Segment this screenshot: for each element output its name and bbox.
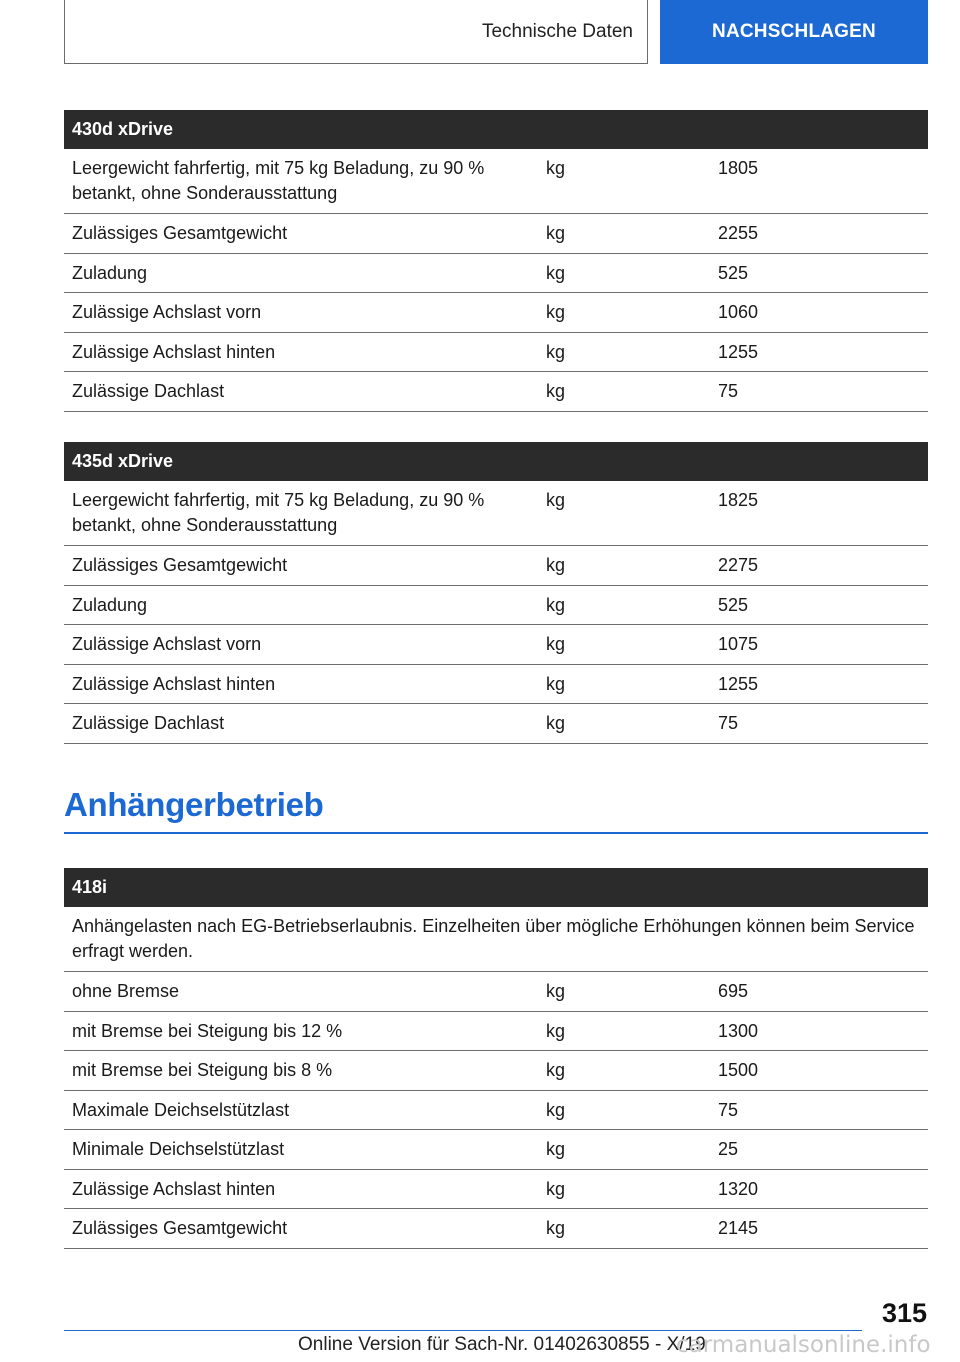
row-label: Zuladung bbox=[72, 595, 148, 615]
row-unit: kg bbox=[546, 302, 566, 322]
row-unit: kg bbox=[546, 981, 566, 1001]
row-value: 2275 bbox=[718, 555, 759, 575]
row-label: Zulässige Achslast vorn bbox=[72, 302, 262, 322]
table-row bbox=[64, 1130, 928, 1170]
row-label: Minimale Deichselstützlast bbox=[72, 1139, 285, 1159]
table-row bbox=[64, 372, 928, 412]
row-label: mit Bremse bei Steigung bis 12 % bbox=[72, 1021, 343, 1041]
table-row bbox=[64, 665, 928, 704]
row-unit: kg bbox=[546, 1060, 566, 1080]
spec-table-435d bbox=[64, 442, 928, 744]
row-value: 25 bbox=[718, 1139, 739, 1159]
row-value: 2145 bbox=[718, 1218, 759, 1238]
row-value: 1320 bbox=[718, 1179, 759, 1199]
row-unit: kg bbox=[546, 674, 566, 694]
section-title: Anhängerbetrieb bbox=[64, 786, 928, 834]
row-value: 1255 bbox=[718, 342, 759, 362]
chapter-tab bbox=[660, 0, 928, 64]
table-row bbox=[64, 333, 928, 372]
row-value: 1825 bbox=[718, 490, 759, 510]
row-label: Zulässiges Gesamtgewicht bbox=[72, 223, 288, 243]
table-row bbox=[64, 625, 928, 665]
section-label: Technische Daten bbox=[481, 20, 633, 42]
row-unit: kg bbox=[546, 595, 566, 615]
row-label: Zulässiges Gesamtgewicht bbox=[72, 1218, 288, 1238]
row-label: Leergewicht fahrfertig, mit 75 kg Beladung, zu 90 % betankt, ohne Sonderausstattung bbox=[72, 490, 485, 535]
table-header: 418i bbox=[64, 868, 928, 907]
row-unit: kg bbox=[546, 713, 566, 733]
chapter-label: NACHSCHLAGEN bbox=[712, 21, 876, 42]
table-row bbox=[64, 1209, 928, 1249]
row-value: 1075 bbox=[718, 634, 759, 654]
row-value: 1060 bbox=[718, 302, 759, 322]
page-header bbox=[64, 0, 928, 66]
row-label: Zulässige Achslast hinten bbox=[72, 342, 276, 362]
table-header: 435d xDrive bbox=[64, 442, 928, 481]
table-row bbox=[64, 704, 928, 744]
table-row bbox=[64, 1091, 928, 1130]
page-number: 315 bbox=[881, 1298, 927, 1328]
row-value: 525 bbox=[718, 263, 749, 283]
footer-divider bbox=[64, 1330, 862, 1331]
table-row bbox=[64, 1170, 928, 1209]
row-unit: kg bbox=[546, 1139, 566, 1159]
table-row bbox=[64, 1012, 928, 1051]
row-unit: kg bbox=[546, 1179, 566, 1199]
row-unit: kg bbox=[546, 263, 566, 283]
row-value: 1255 bbox=[718, 674, 759, 694]
table-row bbox=[64, 293, 928, 333]
table-row bbox=[64, 214, 928, 254]
row-unit: kg bbox=[546, 490, 566, 510]
row-label: Zuladung bbox=[72, 263, 148, 283]
watermark-text: carmanualsonline.info bbox=[676, 1332, 931, 1358]
section-tab bbox=[64, 0, 648, 64]
table-row bbox=[64, 1051, 928, 1091]
table-row bbox=[64, 586, 928, 625]
row-label: mit Bremse bei Steigung bis 8 % bbox=[72, 1060, 333, 1080]
table-note: Anhängelasten nach EG-Betriebserlaubnis. Einzelheiten über mögliche Erhöhungen können beim Service erfragt werden. bbox=[64, 907, 928, 972]
row-value: 1500 bbox=[718, 1060, 759, 1080]
row-value: 75 bbox=[718, 1100, 739, 1120]
row-value: 75 bbox=[718, 381, 739, 401]
table-row bbox=[64, 254, 928, 293]
row-unit: kg bbox=[546, 158, 566, 178]
row-label: Zulässige Achslast hinten bbox=[72, 674, 276, 694]
row-label: ohne Bremse bbox=[72, 981, 180, 1001]
table-row bbox=[64, 481, 928, 546]
row-label: Zulässige Achslast hinten bbox=[72, 1179, 276, 1199]
table-row bbox=[64, 972, 928, 1012]
row-unit: kg bbox=[546, 555, 566, 575]
row-unit: kg bbox=[546, 381, 566, 401]
row-value: 695 bbox=[718, 981, 749, 1001]
table-header: 430d xDrive bbox=[64, 110, 928, 149]
row-unit: kg bbox=[546, 1100, 566, 1120]
row-label: Maximale Deichselstützlast bbox=[72, 1100, 290, 1120]
row-unit: kg bbox=[546, 1218, 566, 1238]
table-row bbox=[64, 149, 928, 214]
row-unit: kg bbox=[546, 634, 566, 654]
table-row bbox=[64, 546, 928, 586]
row-value: 525 bbox=[718, 595, 749, 615]
row-label: Zulässige Dachlast bbox=[72, 713, 225, 733]
row-unit: kg bbox=[546, 223, 566, 243]
row-unit: kg bbox=[546, 1021, 566, 1041]
row-value: 75 bbox=[718, 713, 739, 733]
row-value: 1300 bbox=[718, 1021, 759, 1041]
trailer-table-418i bbox=[64, 868, 928, 1249]
row-label: Zulässige Achslast vorn bbox=[72, 634, 262, 654]
online-version-text: Online Version für Sach-Nr. 01402630855 - X/19 bbox=[298, 1334, 706, 1355]
row-label: Zulässige Dachlast bbox=[72, 381, 225, 401]
row-unit: kg bbox=[546, 342, 566, 362]
spec-table-430d bbox=[64, 110, 928, 412]
row-value: 1805 bbox=[718, 158, 759, 178]
row-label: Leergewicht fahrfertig, mit 75 kg Beladung, zu 90 % betankt, ohne Sonderausstattung bbox=[72, 158, 485, 203]
row-label: Zulässiges Gesamtgewicht bbox=[72, 555, 288, 575]
row-value: 2255 bbox=[718, 223, 759, 243]
